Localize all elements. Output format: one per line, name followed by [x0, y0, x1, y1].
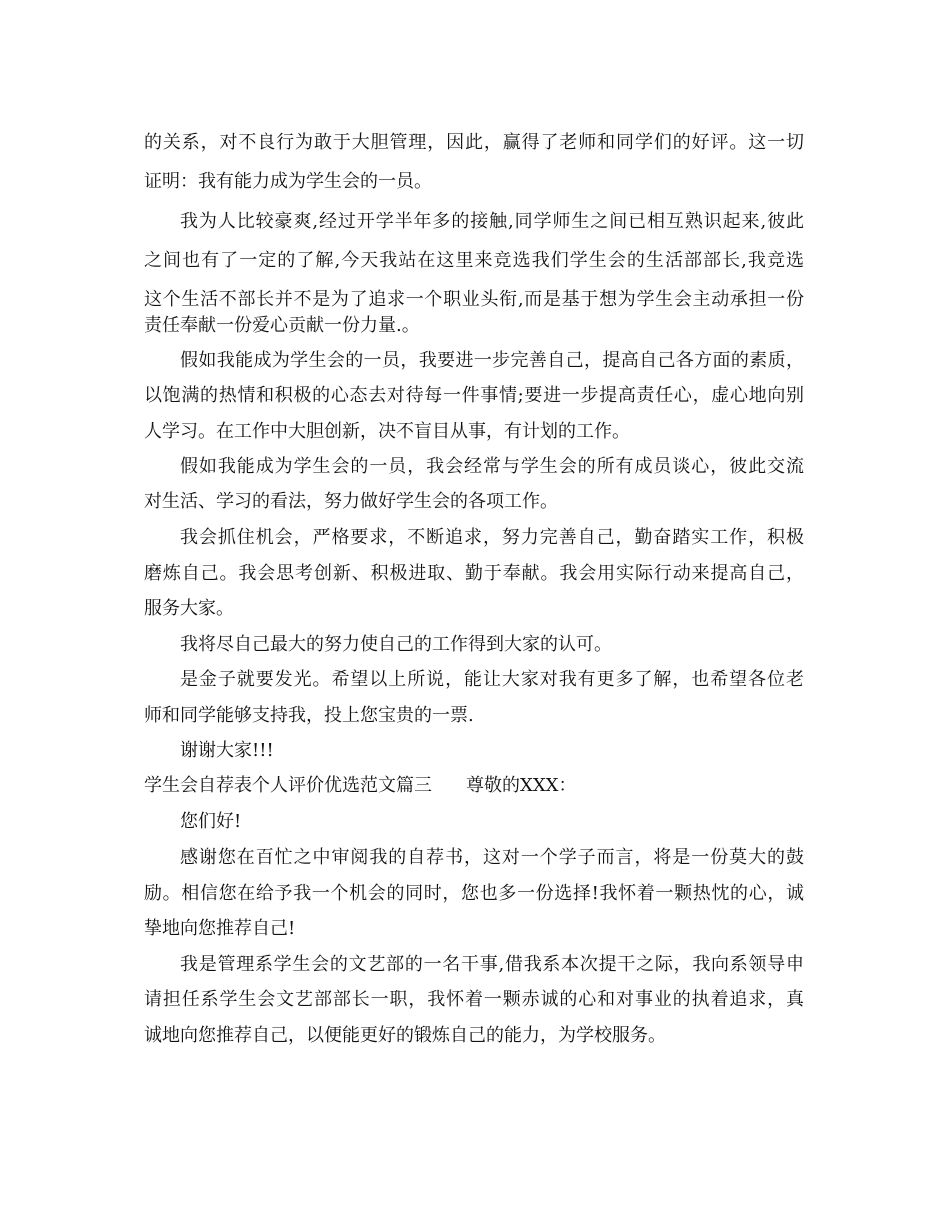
greeting-line: 您们好!: [180, 811, 242, 832]
paragraph-line: 的关系，对不良行为敢于大胆管理，因此，赢得了老师和同学们的好评。这一切: [144, 132, 804, 153]
paragraph-line: 磨炼自己。我会思考创新、积极进取、勤于奉献。我会用实际行动来提高自己，: [144, 563, 804, 584]
paragraph-line: 服务大家。: [144, 598, 234, 619]
paragraph-line: 之间也有了一定的了解,今天我站在这里来竞选我们学生会的生活部部长,我竞选: [144, 250, 804, 271]
paragraph-line: 我为人比较豪爽,经过开学半年多的接触,同学师生之间已相互熟识起来,彼此: [180, 211, 804, 232]
salutation: 尊敬的XXX：: [466, 775, 577, 796]
paragraph-line: 对生活、学习的看法，努力做好学生会的各项工作。: [144, 491, 558, 512]
paragraph-line: 责任奉献一份爱心贡献一份力量.。: [144, 315, 420, 336]
paragraph-line: 假如我能成为学生会的一员，我会经常与学生会的所有成员谈心，彼此交流: [180, 456, 804, 477]
section-title: 学生会自荐表个人评价优选范文篇三: [144, 775, 432, 796]
paragraph-line: 感谢您在百忙之中审阅我的自荐书，这对一个学子而言，将是一份莫大的鼓: [180, 847, 804, 868]
paragraph-line: 以饱满的热情和积极的心态去对待每一件事情;要进一步提高责任心，虚心地向别: [144, 385, 804, 406]
paragraph-line: 我会抓住机会，严格要求，不断追求，努力完善自己，勤奋踏实工作，积极: [180, 527, 804, 548]
paragraph-line: 挚地向您推荐自己!: [144, 918, 296, 939]
paragraph-line: 励。相信您在给予我一个机会的同时，您也多一份选择!我怀着一颗热忱的心，诚: [144, 883, 804, 904]
paragraph-line: 谢谢大家!!!: [180, 740, 274, 761]
paragraph-line: 是金子就要发光。希望以上所说，能让大家对我有更多了解，也希望各位老: [180, 669, 804, 690]
paragraph-line: 证明：我有能力成为学生会的一员。: [144, 171, 432, 192]
paragraph-line: 诚地向您推荐自己，以便能更好的锻炼自己的能力，为学校服务。: [144, 1025, 666, 1046]
paragraph-line: 请担任系学生会文艺部部长一职，我怀着一颗赤诚的心和对事业的执着追求，真: [144, 989, 804, 1010]
paragraph-line: 人学习。在工作中大胆创新，决不盲目从事，有计划的工作。: [144, 421, 630, 442]
paragraph-line: 我是管理系学生会的文艺部的一名干事,借我系本次提干之际，我向系领导申: [180, 954, 804, 975]
paragraph-line: 师和同学能够支持我，投上您宝贵的一票.: [144, 705, 474, 726]
paragraph-line: 假如我能成为学生会的一员，我要进一步完善自己，提高自己各方面的素质，: [180, 350, 804, 371]
paragraph-line: 我将尽自己最大的努力使自己的工作得到大家的认可。: [180, 634, 612, 655]
paragraph-line: 这个生活不部长并不是为了追求一个职业头衔,而是基于想为学生会主动承担一份: [144, 289, 804, 310]
section-heading-line: [144, 774, 804, 798]
